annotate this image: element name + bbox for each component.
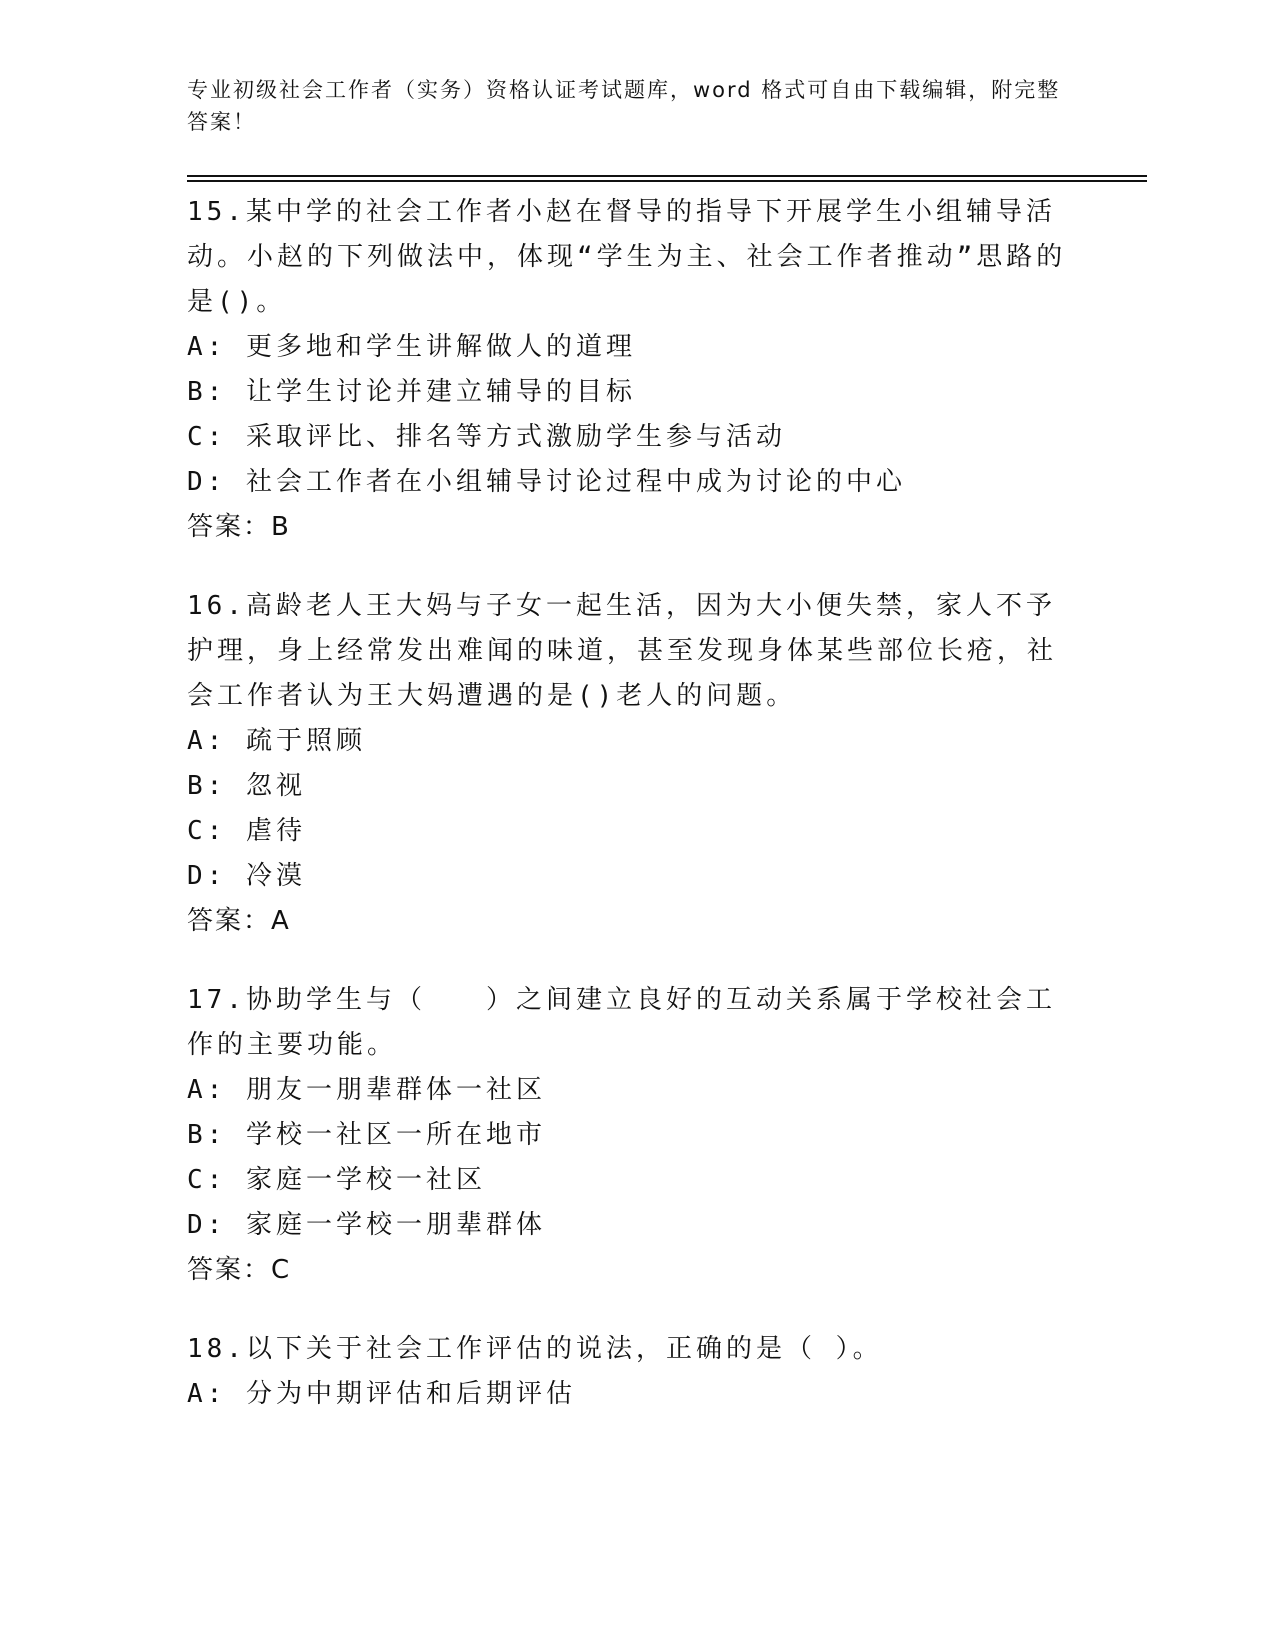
answer-label: 答案：B <box>187 512 291 542</box>
header-divider-top <box>187 175 1147 177</box>
option-b: B: 学校一社区一所在地市 <box>187 1120 546 1150</box>
question-stem: 18.以下关于社会工作评估的说法，正确的是（ ）。 <box>187 1334 883 1364</box>
answer-label: 答案：C <box>187 1255 292 1285</box>
option-a: A: 分为中期评估和后期评估 <box>187 1379 576 1409</box>
option-a: A: 更多地和学生讲解做人的道理 <box>187 332 636 362</box>
option-d: D: 冷漠 <box>187 861 306 891</box>
option-b: B: 忽视 <box>187 771 306 801</box>
answer-label: 答案：A <box>187 906 291 936</box>
document-header: 专业初级社会工作者（实务）资格认证考试题库，word 格式可自由下载编辑，附完整答案！ <box>187 78 1061 134</box>
header-divider-bottom <box>187 180 1147 182</box>
option-c: C: 家庭一学校一社区 <box>187 1165 486 1195</box>
option-d: D: 家庭一学校一朋辈群体 <box>187 1210 546 1240</box>
question-stem: 15.某中学的社会工作者小赵在督导的指导下开展学生小组辅导活动。小赵的下列做法中，体现“学生为主、社会工作者推动”思路的是()。 <box>187 197 1067 317</box>
option-c: C: 虐待 <box>187 816 306 846</box>
question-stem: 16.高龄老人王大妈与子女一起生活，因为大小便失禁，家人不予护理，身上经常发出难闻的味道，甚至发现身体某些部位长疮，社会工作者认为王大妈遭遇的是()老人的问题。 <box>187 591 1058 711</box>
question-16 <box>187 584 1067 944</box>
option-a: A: 朋友一朋辈群体一社区 <box>187 1075 546 1105</box>
question-list <box>187 190 1067 1451</box>
option-d: D: 社会工作者在小组辅导讨论过程中成为讨论的中心 <box>187 467 906 497</box>
question-stem: 17.协助学生与（ ）之间建立良好的互动关系属于学校社会工作的主要功能。 <box>187 985 1056 1060</box>
option-c: C: 采取评比、排名等方式激励学生参与活动 <box>187 422 786 452</box>
option-b: B: 让学生讨论并建立辅导的目标 <box>187 377 636 407</box>
question-15 <box>187 190 1067 550</box>
question-18 <box>187 1327 1067 1417</box>
question-17 <box>187 978 1067 1293</box>
option-a: A: 疏于照顾 <box>187 726 366 756</box>
